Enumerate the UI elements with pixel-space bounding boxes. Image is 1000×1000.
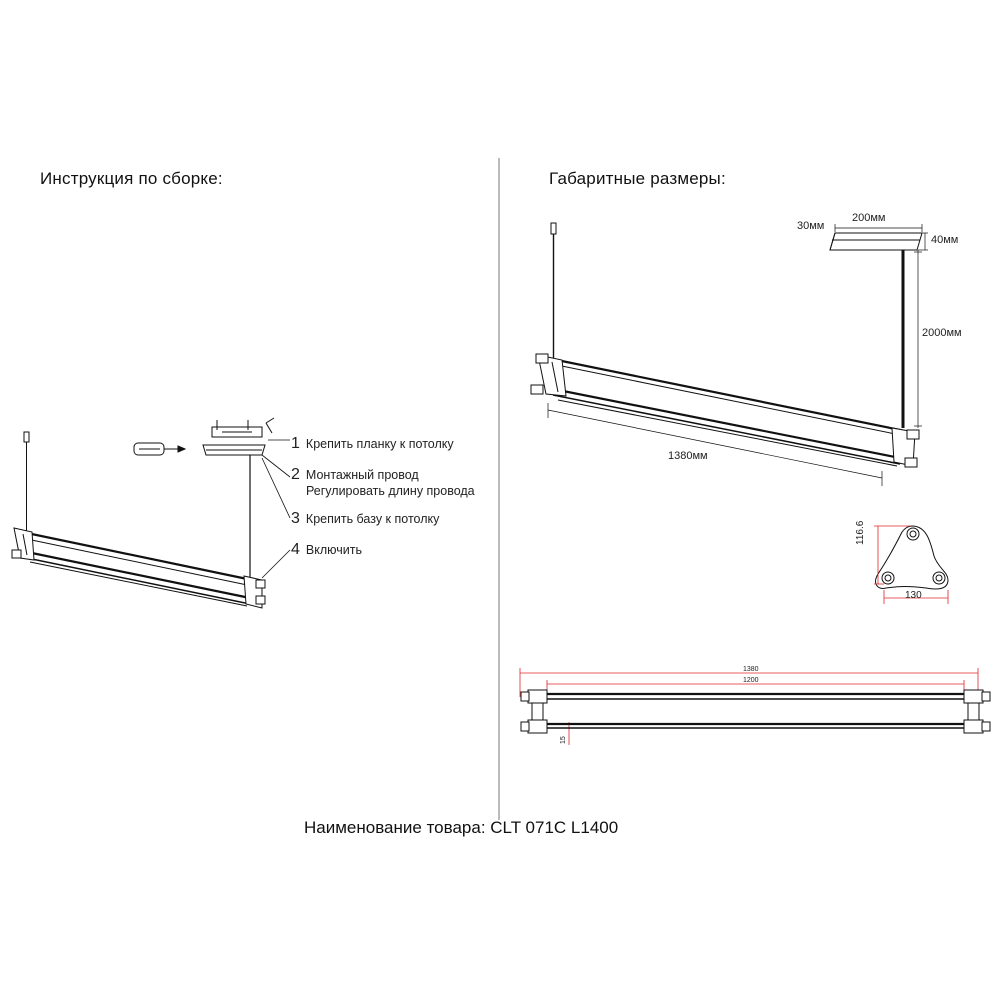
step-3 bbox=[291, 510, 439, 528]
product-name: Наименование товара: CLT 071C L1400 bbox=[304, 818, 619, 837]
dimensions-heading: Габаритные размеры: bbox=[549, 169, 726, 188]
assembly-heading: Инструкция по сборке: bbox=[40, 169, 223, 188]
cable-length-label: 2000мм bbox=[922, 327, 962, 339]
step-3-text: Крепить базу к потолку bbox=[305, 512, 440, 526]
step-1-number: 1 bbox=[291, 435, 300, 452]
step-2-text: Монтажный провод bbox=[305, 468, 419, 482]
mounting-plate bbox=[212, 418, 274, 437]
step-2-number: 2 bbox=[291, 466, 300, 483]
step-2-line-2: Регулировать длину провода bbox=[306, 484, 475, 498]
top-view-inner-label: 1200 bbox=[743, 677, 759, 684]
step-4 bbox=[291, 541, 362, 559]
base-dimension-lines bbox=[835, 224, 928, 428]
top-view-gap-label: 15 bbox=[560, 736, 567, 744]
ceiling-base bbox=[830, 233, 922, 250]
screwdriver-icon bbox=[134, 443, 185, 455]
step-2 bbox=[291, 466, 419, 484]
canopy-base bbox=[203, 445, 265, 455]
step-3-number: 3 bbox=[291, 510, 300, 527]
left-suspension-cable bbox=[24, 432, 29, 532]
leader-lines bbox=[262, 440, 290, 578]
step-4-number: 4 bbox=[291, 541, 300, 558]
step-4-text: Включить bbox=[305, 543, 362, 557]
thin-cable bbox=[551, 223, 556, 360]
step-1 bbox=[291, 435, 454, 453]
bracket-width-label: 130 bbox=[905, 590, 922, 601]
assembly-diagram bbox=[12, 418, 290, 608]
top-view-overall-label: 1380 bbox=[743, 666, 759, 673]
base-height-label: 40мм bbox=[931, 234, 959, 246]
lamp-dimension-view bbox=[531, 354, 919, 467]
step-1-text: Крепить планку к потолку bbox=[305, 437, 454, 451]
base-width-label: 200мм bbox=[852, 212, 886, 224]
lamp-length-label: 1380мм bbox=[668, 450, 708, 462]
lamp-assembly-view bbox=[12, 528, 265, 608]
bracket-height-label: 116.6 bbox=[855, 520, 866, 545]
base-depth-label: 30мм bbox=[797, 220, 825, 232]
